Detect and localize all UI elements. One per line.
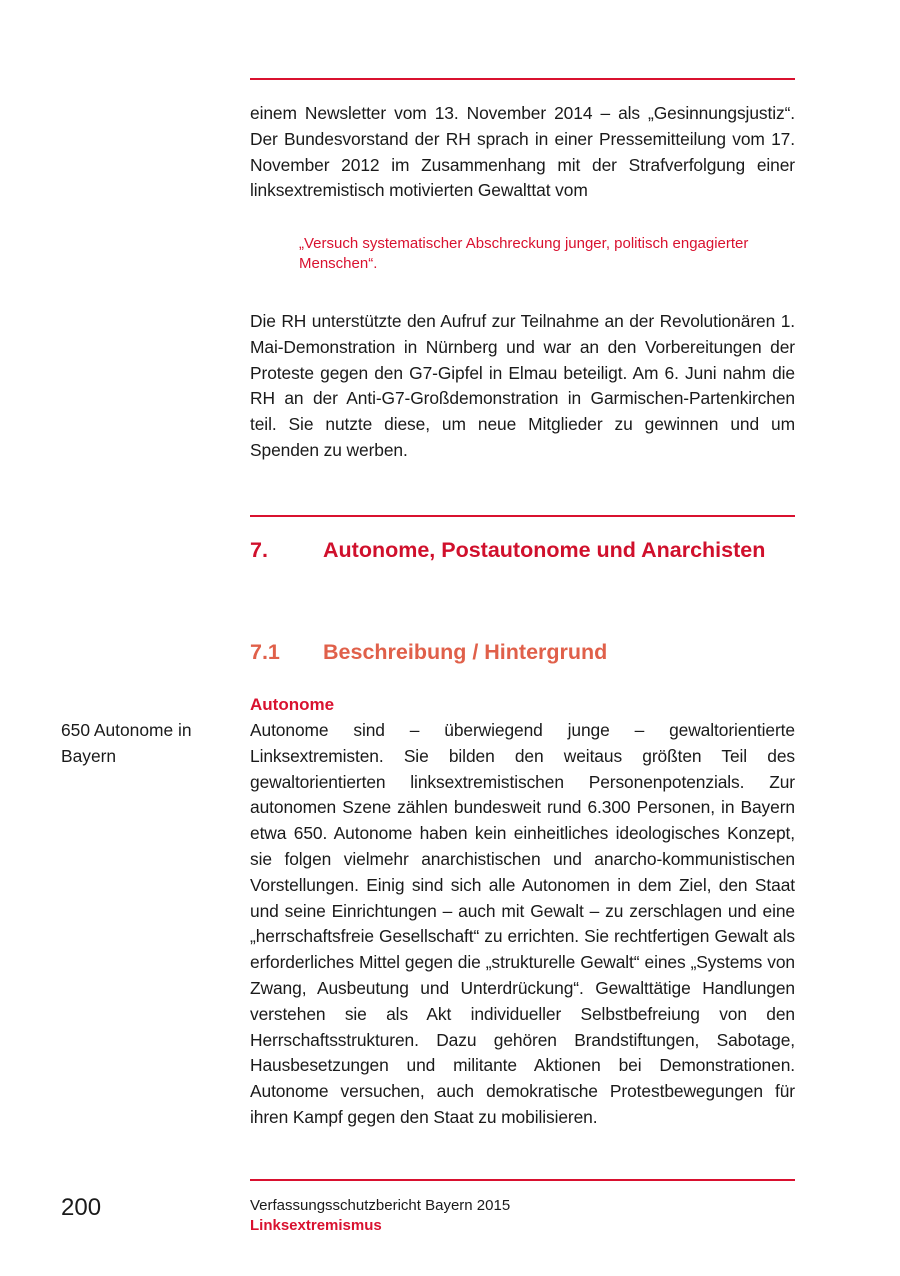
autonome-label: Autonome [250,695,335,714]
footer-report-title: Verfassungsschutzbericht Bayern 2015 [250,1197,511,1214]
top-rule [250,78,795,80]
paragraph-rh: Die RH unterstützte den Aufruf zur Teilnahme an der Revolutionären 1. Mai-Demonstration in Nürnberg und war an den Vorbereitungen der Proteste gegen den G7-Gipfel in Elmau beteiligt. Am 6. Juni nahm die RH an der Anti-G7-Großdemonstration in Garmischen-Partenkirchen teil. Sie nutzte diese, um neue Mitglieder zu gewinnen und um Spenden zu werben. [250,311,795,460]
page-number: 200 [61,1194,102,1221]
subsection-number: 7.1 [250,640,280,664]
subsection-heading [250,637,795,669]
block-quote: „Versuch systematischer Abschreckung junger, politisch engagierter Menschen“. [299,235,749,272]
margin-note: 650 Autonome in Bayern [61,720,192,766]
continuation-paragraph: einem Newsletter vom 13. November 2014 – als „Gesinnungsjustiz“. Der Bundesvorstand der RH sprach in einer Pressemitteilung vom 17. November 2012 im Zusammenhang mit der Strafverfolgung einer linksextremistisch motivierten Gewalttat vom [250,103,795,201]
section-rule [250,515,795,517]
subsection-title: Beschreibung / Hintergrund [323,640,608,664]
section-heading [250,535,795,599]
section-title: Autonome, Postautonome und Anarchisten [323,538,766,562]
footer-rule [250,1179,795,1181]
autonome-paragraph: Autonome sind – überwiegend junge – gewaltorientierte Linksextremisten. Sie bilden den weitaus größten Teil des gewaltorientierten linksextremistischen Personenpotenzials. Zur autonomen Szene zählen bundesweit rund 6.300 Personen, in Bayern etwa 650. Autonome haben kein einheitliches ideologisches Konzept, sie folgen vielmehr anarchistischen und anarcho-kommunistischen Vorstellungen. Einig sind sich alle Autonomen in dem Ziel, den Staat und seine Einrichtungen – auch mit Gewalt – zu zerschlagen und eine „herrschaftsfreie Gesellschaft“ zu errichten. Sie rechtfertigen Gewalt als erforderliches Mittel gegen die „strukturelle Gewalt“ eines „Systems von Zwang, Ausbeutung und Unterdrückung“. Gewalttätige Handlungen verstehen sie als Akt individueller Selbstbefreiung von den Herrschaftsstrukturen. Dazu gehören Brandstiftungen, Sabotage, Hausbesetzungen und militante Aktionen bei Demonstrationen. Autonome versuchen, auch demokratische Protestbewegungen für ihren Kampf gegen den Staat zu mobilisieren. [250,720,795,1127]
section-number: 7. [250,538,268,562]
footer-chapter: Linksextremismus [250,1217,382,1234]
